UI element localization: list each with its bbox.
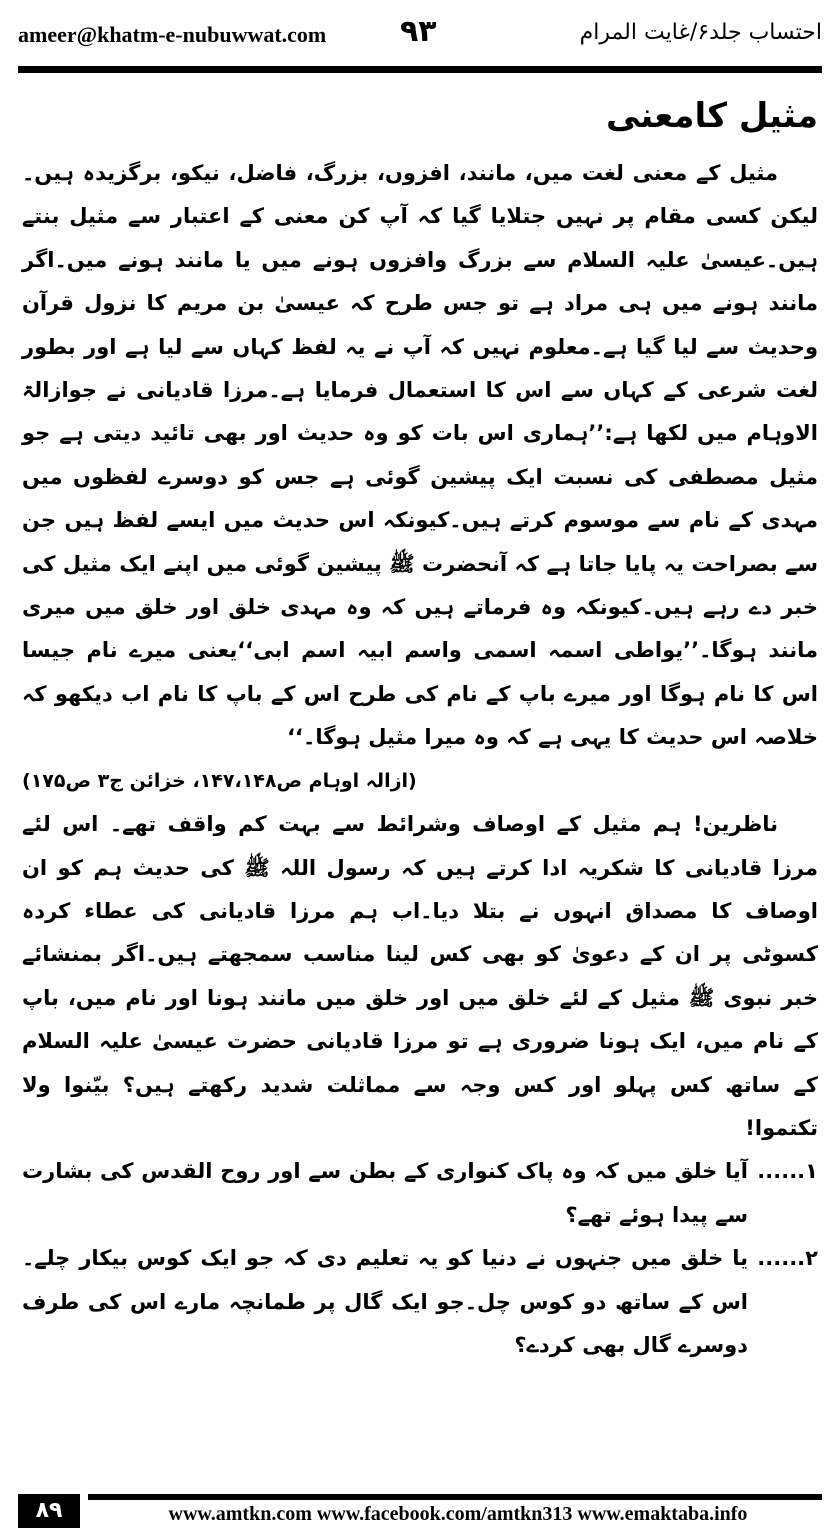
list-item-number: ۱......	[757, 1159, 818, 1184]
paragraph-2	[22, 803, 818, 1150]
reference-citation: (ازالہ اوہام ص۱۴۷،۱۴۸، خزائن ج۳ ص۱۷۵)	[22, 769, 417, 792]
footer-links: www.amtkn.com www.facebook.com/amtkn313 www.emaktaba.info	[168, 1503, 748, 1525]
paragraph-2-text: ناظرین! ہم مثیل کے اوصاف وشرائط سے بہت کم واقف تھے۔ اس لئے مرزا قادیانی کا شکریہ ادا کرتے ہیں کہ رسول اللہ ﷺ کی حدیث ہم کو ان اوصاف کا مصداق انہوں نے بتلا دیا۔اب ہم مرزا قادیانی کی عطاء کردہ کسوٹی پر ان کے دعویٰ کو بھی کس لینا مناسب سمجھتے ہیں۔اگر بمنشائے خبر نبوی ﷺ مثیل کے لئے خلق میں اور خلق میں مانند ہونا اور نام میں، باپ کے نام میں، ایک ہونا ضروری ہے تو مرزا قادیانی حضرت عیسیٰ علیہ السلام کے ساتھ کس پہلو اور کس وجہ سے مماثلت شدید رکھتے ہیں؟ بیّنوا ولا تکتموا!	[22, 812, 818, 1140]
header-book-title: احتساب جلد۶/غایت المرام	[579, 20, 822, 45]
section-heading: مثیل کامعنی	[605, 96, 818, 136]
header-page-number: ۹۳	[400, 14, 437, 49]
list-item	[22, 1237, 818, 1367]
page-header	[18, 14, 822, 62]
list-item-text: آیا خلق میں کہ وہ پاک کنواری کے بطن سے اور روح القدس کی بشارت سے پیدا ہوئے تھے؟	[22, 1159, 748, 1227]
page-footer	[18, 1494, 822, 1528]
list-item	[22, 1150, 818, 1237]
footer-page-number: ۸۹	[18, 1494, 80, 1528]
list-item-text: یا خلق میں جنہوں نے دنیا کو یہ تعلیم دی کہ جو ایک کوس بیکار چلے۔اس کے ساتھ دو کوس چل۔جو ایک گال پر طمانچہ مارے اس کی طرف دوسرے گال بھی کردے؟	[22, 1246, 748, 1357]
header-rule	[18, 66, 822, 73]
header-email: ameer@khatm-e-nubuwwat.com	[18, 22, 327, 47]
paragraph-1-text: مثیل کے معنی لغت میں، مانند، افزوں، بزرگ، فاضل، نیکو، برگزیدہ ہیں۔لیکن کسی مقام پر نہیں جتلایا گیا کہ آپ کن معنی کے اعتبار سے مثیل بنتے ہیں۔عیسیٰ علیہ السلام سے بزرگ وافزوں ہونے میں یا مانند ہونے میں۔اگر مانند ہونے میں ہی مراد ہے تو جس طرح کہ عیسیٰ بن مریم کا نزول قرآن وحدیث سے لیا گیا ہے۔معلوم نہیں کہ آپ نے یہ لفظ کہاں سے لیا ہے اور بطور لغت شرعی کے کہاں سے اس کا استعمال فرمایا ہے۔مرزا قادیانی نے جوازالۃ الاوہام میں لکھا ہے:’’ہماری اس بات کو وہ حدیث اور بھی تائید دیتی ہے جو مثیل مصطفی کی نسبت ایک پیشین گوئی ہے جس کو دوسرے لفظوں میں مہدی کے نام سے موسوم کرتے ہیں۔کیونکہ اس حدیث میں ایسے لفظ ہیں جن سے بصراحت یہ پایا جاتا ہے کہ آنحضرت ﷺ پیشین گوئی میں اپنے ایک مثیل کی خبر دے رہے ہیں۔کیونکہ وہ فرماتے ہیں کہ وہ مہدی خلق اور خلق میں میری مانند ہوگا۔’’یواطی اسمہ اسمی واسم ابیہ اسم ابی‘‘یعنی میرے نام جیسا اس کا نام ہوگا اور میرے باپ کے نام کی طرح اس کے باپ کا نام اب دیکھو کہ خلاصہ اس حدیث کا یہی ہے کہ وہ میرا مثیل ہوگا۔‘‘	[22, 161, 818, 750]
list-item-number: ۲......	[757, 1246, 818, 1271]
paragraph-1	[22, 152, 818, 792]
page-content	[22, 84, 818, 1367]
